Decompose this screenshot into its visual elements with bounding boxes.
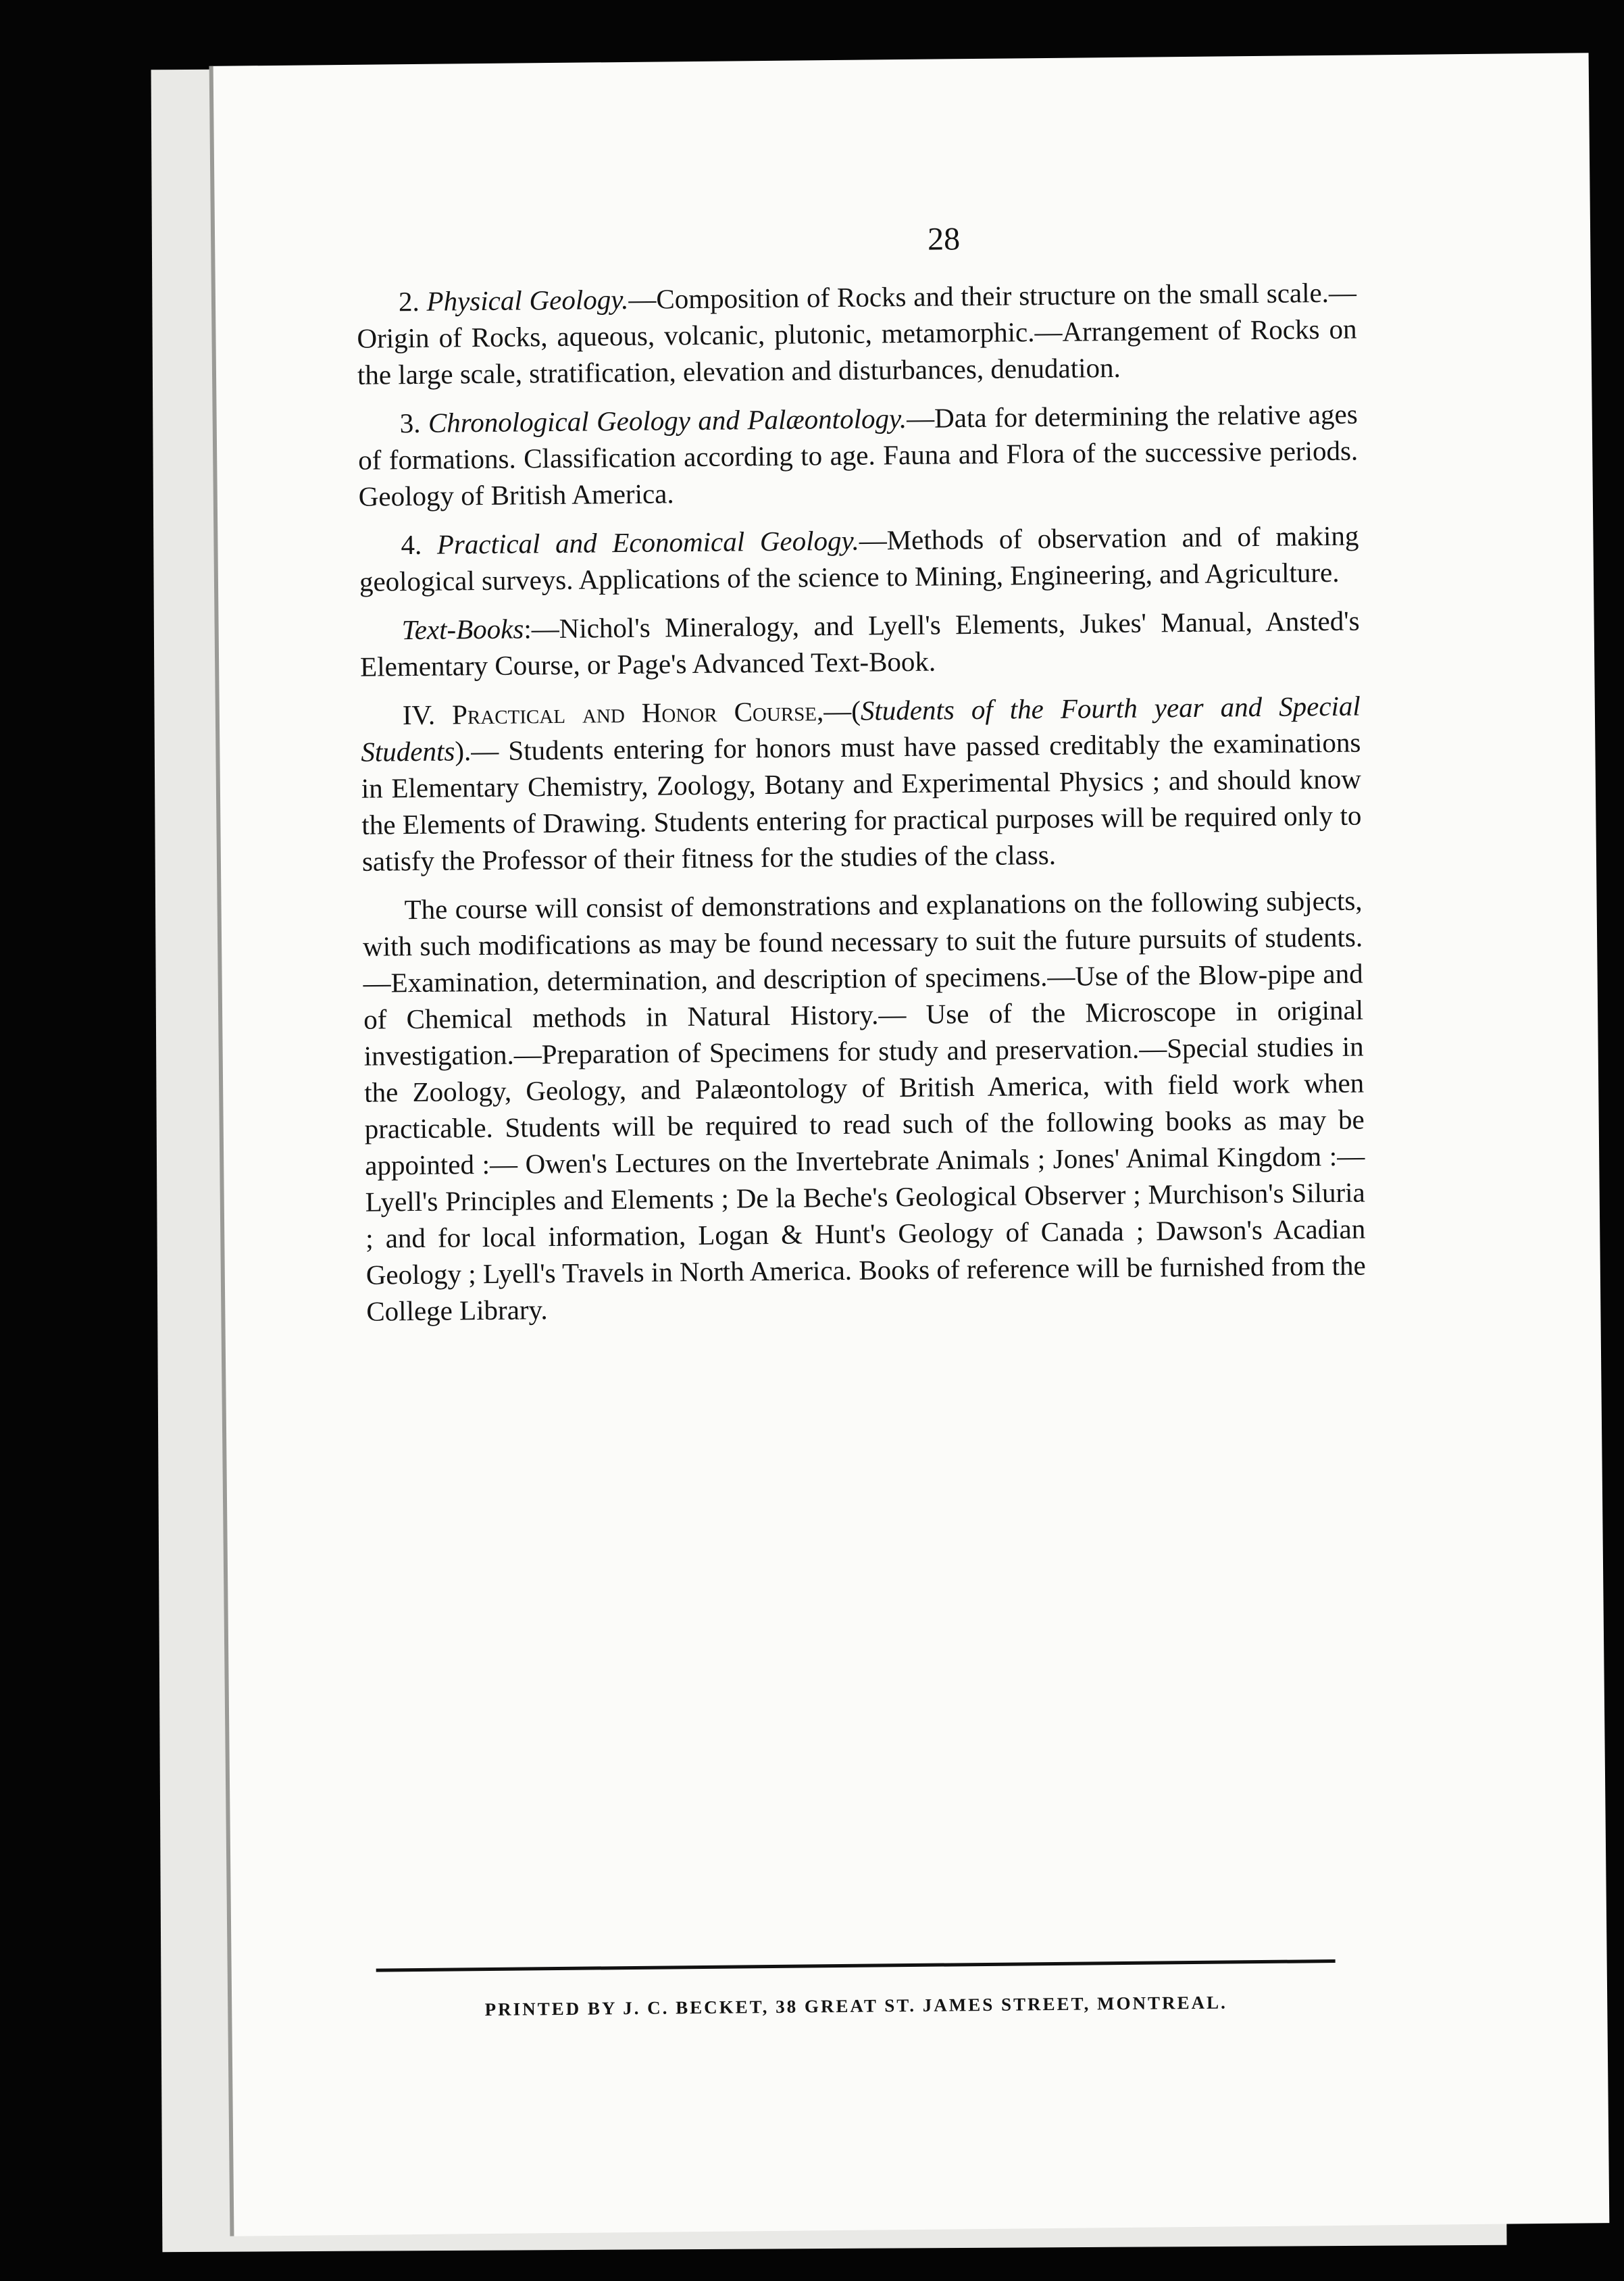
footer-rule (376, 1959, 1336, 1972)
section-body: —Data for determining the relative ages of formations. Classification according to age. Fauna and Flora of the successive periods. Geology of British America. (358, 398, 1359, 512)
course-title: Practical and Honor Course, (451, 695, 824, 730)
course-note: Students of the Fourth year and Special Students (361, 690, 1361, 768)
course-body: ).— Students entering for honors must have passed creditably the examinations in Elementary Chemistry, Zoology, Botany and Experimental Physics ; and should know the Elements of Drawing. Students entering for practical purposes will be required only to satisfy the Professor of their fitness for the studies of the class. (361, 726, 1362, 877)
section-body: —Methods of observation and of making geological surveys. Applications of the science to Mining, Engineering, and Agriculture. (359, 520, 1359, 597)
page-content (356, 218, 1367, 1342)
paragraph-honor-course (361, 688, 1363, 880)
course-number: IV. (402, 699, 436, 731)
paragraph-course-content: The course will consist of demonstrations and explanations on the following subjects, with such modifications as may be found necessary to suit the future pursuits of students.—Examination, determination, and description of specimens.—Use of the Blow-pipe and of Chemical methods in Natural History.— Use of the Microscope in original investigation.—Preparation of Specimens for study and preservation.—Special studies in the Zoology, Geology, and Palæontology of British America, with field work when practicable. Students will be required to read such of the following books as may be appointed :— Owen's Lectures on the Invertebrate Animals ; Jones' Animal Kingdom :— Lyell's Principles and Elements ; De la Beche's Geological Observer ; Murchison's Siluria ; and for local information, Logan & Hunt's Geology of Canada ; Dawson's Acadian Geology ; Lyell's Travels in North America. Books of reference will be furnished from the College Library. (362, 884, 1366, 1327)
page-number: 28 (927, 221, 961, 257)
text-books-body: :—Nichol's Mineralogy, and Lyell's Elements, Jukes' Manual, Ansted's Elementary Course, or Page's Advanced Text-Book. (359, 605, 1360, 682)
section-number: 3. (399, 407, 421, 439)
paragraph-practical-geology (359, 518, 1359, 600)
section-title: Physical Geology. (426, 283, 629, 317)
section-body: —Composition of Rocks and their structure on the small scale.—Origin of Rocks, aqueous, volcanic, plutonic, metamorphic.—Arrangement of Rocks on the large scale, stratification, elevation and disturbances, denudation. (357, 276, 1357, 391)
section-title: Chronological Geology and Palæontology. (428, 402, 907, 438)
printer-footer (376, 1959, 1336, 2022)
document-page (209, 53, 1610, 2236)
section-title: Practical and Economical Geology. (436, 524, 859, 560)
section-number: 4. (401, 528, 422, 561)
section-number: 2. (398, 285, 420, 318)
paragraph-text-books (359, 603, 1360, 685)
course-dash: —( (823, 695, 861, 727)
paragraph-chronological-geology (357, 396, 1358, 515)
text-books-title: Text-Books (401, 613, 524, 646)
paragraph-physical-geology (357, 274, 1357, 393)
printer-imprint: PRINTED BY J. C. BECKET, 38 GREAT ST. JAMES STREET, MONTREAL. (484, 1992, 1227, 2020)
